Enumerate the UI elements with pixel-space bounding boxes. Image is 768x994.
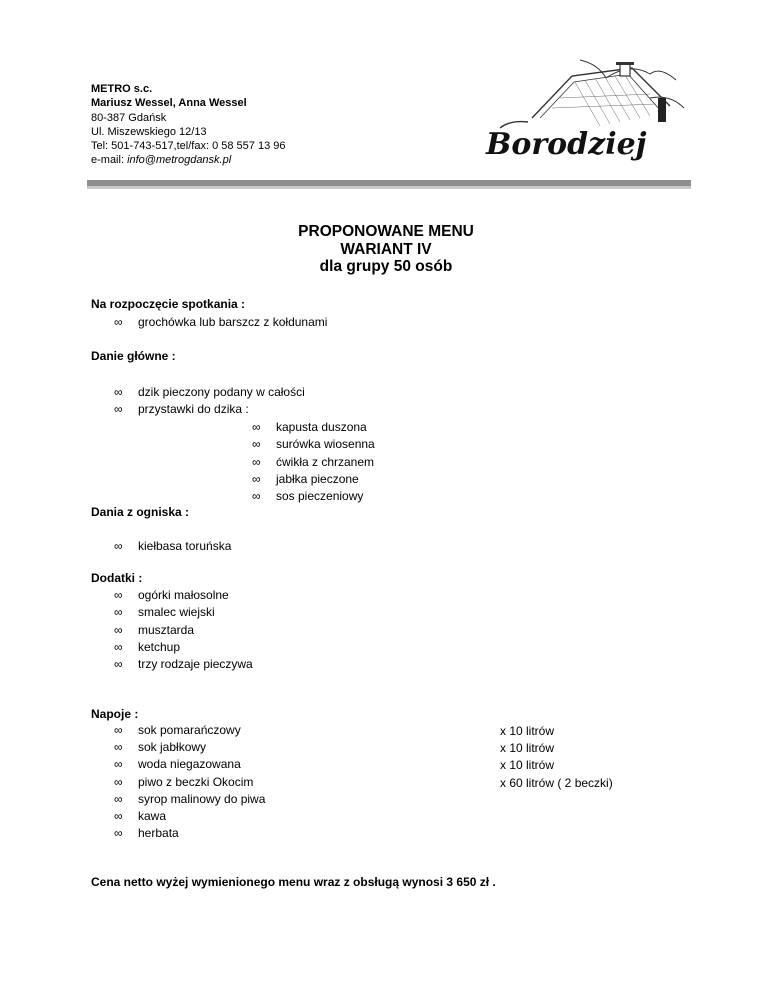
company-owners: Mariusz Wessel, Anna Wessel bbox=[91, 97, 247, 110]
list-item: ∞ grochówka lub barszcz z kołdunami bbox=[114, 315, 328, 329]
header-rule-light bbox=[87, 186, 691, 189]
borodziej-logo bbox=[480, 58, 690, 170]
list-item: ∞ musztarda bbox=[114, 623, 195, 637]
section-heading-fire: Dania z ogniska : bbox=[91, 505, 190, 519]
sub-list-item: ∞ jabłka pieczone bbox=[252, 472, 359, 486]
drink-quantity: x 10 litrów bbox=[500, 741, 555, 755]
list-item: ∞ syrop malinowy do piwa bbox=[114, 792, 266, 806]
list-item: ∞ trzy rodzaje pieczywa bbox=[114, 657, 253, 671]
company-street: Ul. Miszewskiego 12/13 bbox=[91, 125, 207, 138]
section-heading-drinks: Napoje : bbox=[91, 707, 139, 721]
email-label: e-mail: bbox=[91, 154, 128, 167]
list-item: ∞ ogórki małosolne bbox=[114, 588, 229, 602]
drink-quantity: x 60 litrów ( 2 beczki) bbox=[500, 776, 613, 790]
list-item: ∞ ketchup bbox=[114, 640, 181, 654]
list-item: ∞ przystawki do dzika : bbox=[114, 402, 249, 416]
company-info bbox=[91, 82, 285, 168]
list-item: ∞ smalec wiejski bbox=[114, 605, 215, 619]
list-item: ∞ sok jabłkowy bbox=[114, 740, 207, 754]
sub-list-item: ∞ ćwikła z chrzanem bbox=[252, 455, 375, 469]
list-item: ∞ piwo z beczki Okocim bbox=[114, 775, 254, 789]
company-name: METRO s.c. bbox=[91, 83, 153, 95]
email-address: info@metrogdansk.pl bbox=[127, 154, 232, 167]
drink-quantity: x 10 litrów bbox=[500, 724, 555, 738]
company-postal: 80-387 Gdańsk bbox=[91, 111, 167, 124]
section-heading-start: Na rozpoczęcie spotkania : bbox=[91, 297, 246, 311]
list-item: ∞ sok pomarańczowy bbox=[114, 723, 241, 737]
price-statement: Cena netto wyżej wymienionego menu wraz z obsługą wynosi 3 650 zł . bbox=[91, 875, 496, 889]
section-heading-main: Danie główne : bbox=[91, 349, 176, 363]
list-item: ∞ kawa bbox=[114, 809, 167, 823]
title-line-3: dla grupy 50 osób bbox=[319, 258, 453, 275]
sub-list-item: ∞ kapusta duszona bbox=[252, 420, 367, 434]
company-phone: Tel: 501-743-517,tel/fax: 0 58 557 13 96 bbox=[91, 140, 286, 153]
company-email bbox=[91, 153, 285, 167]
list-item: ∞ herbata bbox=[114, 826, 179, 840]
sub-list-item: ∞ sos pieczeniowy bbox=[252, 489, 364, 503]
list-item: ∞ woda niegazowana bbox=[114, 757, 241, 771]
sub-list-item: ∞ surówka wiosenna bbox=[252, 437, 375, 451]
title-line-1: PROPONOWANE MENU bbox=[298, 223, 474, 240]
menu-title bbox=[0, 223, 768, 276]
section-heading-extras: Dodatki : bbox=[91, 571, 143, 585]
drink-quantity: x 10 litrów bbox=[500, 758, 555, 772]
list-item: ∞ dzik pieczony podany w całości bbox=[114, 385, 305, 399]
title-line-2: WARIANT IV bbox=[340, 240, 432, 258]
logo-text: Borodziej bbox=[486, 127, 647, 162]
list-item: ∞ kiełbasa toruńska bbox=[114, 539, 232, 553]
